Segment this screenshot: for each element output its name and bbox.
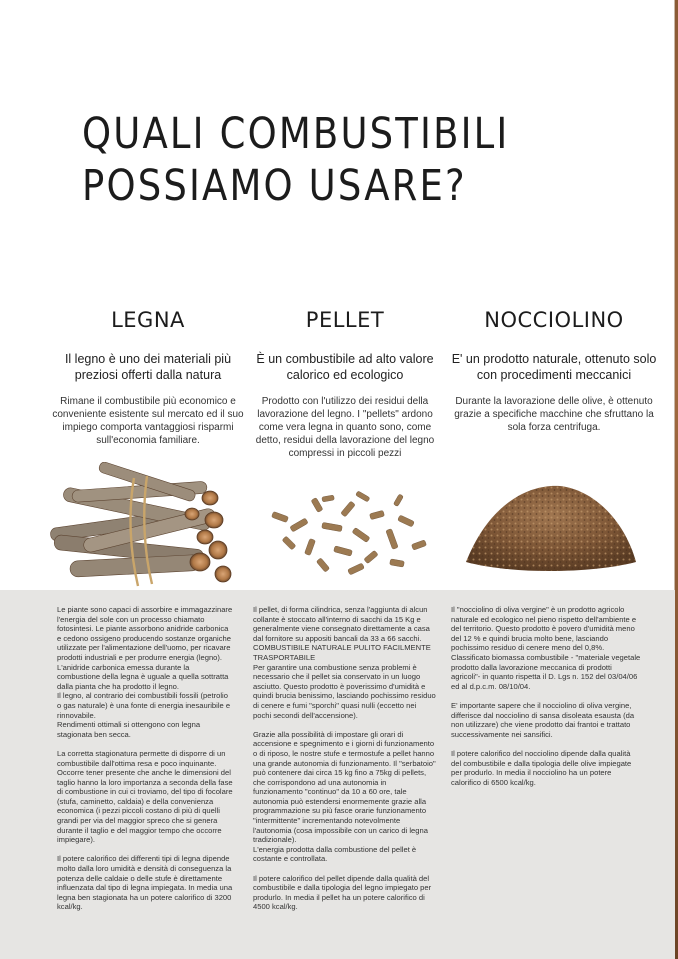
legna-paragraph: Il potere calorifico dei differenti tipi di legna dipende molto dalla loro umidità e densità di conseguenza la potenza delle caldaie o delle stufe è direttamente influenzata dal tipo di legna impiegata. In media una legna ben stagionata ha un potere calorifico di 3200 kcal/kg. xyxy=(57,854,233,912)
legna-subtitle: Il legno è uno dei materiali più preziosi offerti dalla natura xyxy=(64,352,232,382)
firewood-image xyxy=(42,462,232,592)
pellet-paragraph: Il pellet, di forma cilindrica, senza l'aggiunta di alcun collante è stoccato all'interno di sacchi da 15 Kg e generalmente viene consegnato direttamente a casa dal fornitore su appositi bancali da 33 a 66 sacchi. COMBUSTIBILE NATURALE PULITO FACILMENTE TRASPORTABILE Per garantire una combustione senza problemi è necessario che il pellet sia conservato in un luogo asciutto. Questo prodotto è poverissimo d'umidità e quindi brucia benissimo, lasciando pochissimo residuo di cenere e fumi "sporchi" quasi nulli (eccetto nei pochi secondi dell'accensione). xyxy=(253,605,436,720)
nocciolino-intro: Durante la lavorazione delle olive, è ottenuto grazie a specifiche macchine che sfruttano la sola forza centrifuga. xyxy=(454,396,654,433)
legna-details xyxy=(57,605,233,922)
nocciolino-paragraph: Il potere calorifico del nocciolino dipende dalla qualità del combustibile e dalla tipologia delle olive impiegate per produrlo. In media il nocciolino ha un potere calorifico di 6500 kcal/kg. xyxy=(451,748,632,787)
nocciolino-image xyxy=(460,462,640,582)
legna-heading: LEGNA xyxy=(111,308,185,332)
pellet-heading: PELLET xyxy=(305,308,385,332)
pellet-subtitle: È un combustibile ad alto valore calorico ed ecologico xyxy=(256,352,434,382)
legna-paragraph: Le piante sono capaci di assorbire e immagazzinare l'energia del sole con un processo chiamato fotosintesi. Le piante assorbono anidride carbonica e cedono ossigeno producendo sostanze organiche utilizzate per l'alimentazione dell'uomo, per ricavare prodotti industriali e per produrre energia (legno). L'anidride carbonica emessa durante la combustione della legna è uguale a quella sottratta dalla pianta che ha prodotto il legno. Il legno, al contrario dei combustibili fossili (petrolio o gas naturale) è una fonte di energia inesauribile e rinnovabile. Rendimenti ottimali si ottengono con legna stagionata ben secca. xyxy=(57,605,233,739)
nocciolino-details xyxy=(451,605,641,797)
legna-intro: Rimane il combustibile più economico e conveniente esistente sul mercato ed il suo impiego comporta vantaggiosi risparmi sull'economia familiare. xyxy=(52,396,244,446)
nocciolino-subtitle: E' un prodotto naturale, ottenuto solo con procedimenti meccanici xyxy=(451,352,657,382)
page-title: QUALI COMBUSTIBILI POSSIAMO USARE? xyxy=(82,109,510,211)
pellet-intro: Prodotto con l'utilizzo dei residui della lavorazione del legno. I "pellets" ardono come vera legna in quanto sono, come detto, residui della lavorazione del legno compressi in piccoli pezzi xyxy=(255,396,435,459)
column-legna xyxy=(48,305,248,447)
pellet-image xyxy=(252,462,442,582)
column-pellet xyxy=(245,305,445,460)
column-nocciolino xyxy=(448,305,660,434)
pellet-paragraph: Il potere calorifico del pellet dipende dalla qualità del combustibile e dalla tipologia del legno impiegato per produrlo. In media il pellet ha un potere calorifico di 4500 kcal/kg. xyxy=(253,873,432,912)
nocciolino-paragraph: E' importante sapere che il nocciolino di oliva vergine, differisce dal nocciolino di sansa disoleata esausta (da non utilizzare) che viene prodotto dai frantoi e trattato successivamente nei sansifici. xyxy=(451,700,635,739)
legna-paragraph: La corretta stagionatura permette di disporre di un combustibile dall'ottima resa e poco inquinante. Occorre tener presente che anche le dimensioni del taglio hanno la loro importanza a seconda della fase di combustione in cui ci troviamo, del tipo di focolare (stufa, caminetto, caldaia) e della convenienza economica (i pezzi piccoli costano di più di quelli grandi per via del maggior spreco che si genera durante il taglio e del maggior tempo che occorre impiegare). xyxy=(57,748,233,845)
nocciolino-heading: NOCCIOLINO xyxy=(484,308,624,332)
pellet-details xyxy=(253,605,436,922)
pellet-paragraph: Grazie alla possibilità di impostare gli orari di accensione e spegnimento e i giorni di funzionamento o di riposo, le nostre stufe e termostufe a pellet hanno una grande autonomia di funzionamento. Il "serbatoio" può contenere dai circa 15 kg fino a 75kg di pellets, che corrispondono ad una autonomia in funzionamento "continuo" da 10 a 60 ore, tale autonomia può estendersi enormemente grazie alla programmazione su più fasce orarie funzionamento "intermittente" incrementando notevolmente l'autonomia (cosa impossibile con un carico di legna tradizionale). L'energia prodotta dalla combustione del pellet è costante e controllata. xyxy=(253,729,436,864)
nocciolino-paragraph: Il "nocciolino di oliva vergine" è un prodotto agricolo naturale ed ecologico nel pieno rispetto dell'ambiente e del territorio. Questo prodotto è povero d'umidità meno del 12 % e quindi brucia molto bene, lasciando pochissimo residuo di cenere meno del 0,8%. Classificato biomassa combustibile - "materiale vegetale prodotto dalla lavorazione meccanica di prodotti agricoli"- in quanto rispetta il D. Lgs n. 152 del 03/04/06 ed al d.p.c.m. 08/10/04. xyxy=(451,605,641,691)
